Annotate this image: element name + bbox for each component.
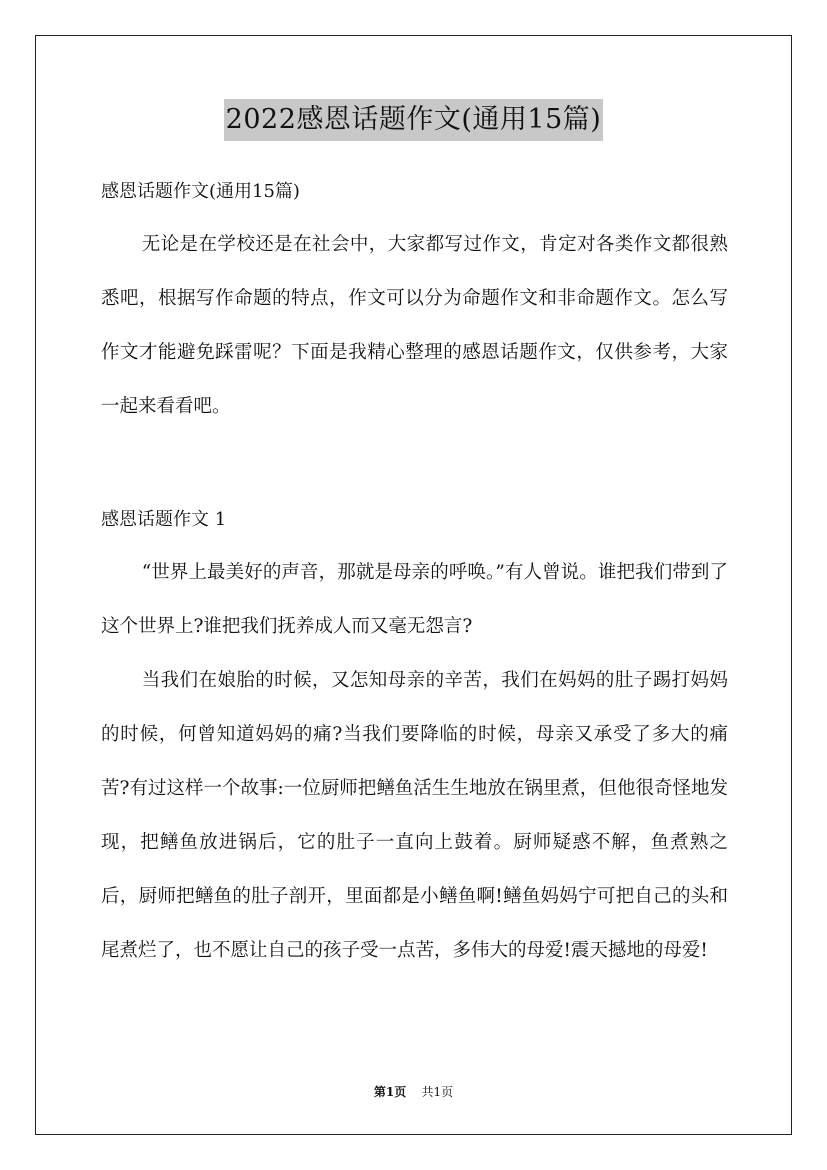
section-heading: 感恩话题作文 1 (101, 509, 227, 530)
title-container (0, 99, 827, 141)
body-paragraph: 当我们在娘胎的时候，又怎知母亲的辛苦，我们在妈妈的肚子踢打妈妈的时候，何曾知道妈妈的痛?当我们要降临的时候，母亲又承受了多大的痛苦?有过这样一个故事:一位厨师把鳝鱼活生生地放在锅里煮，但他很奇怪地发现，把鳝鱼放进锅后，它的肚子一直向上鼓着。厨师疑惑不解，鱼煮熟之后，厨师把鳝鱼的肚子剖开，里面都是小鳝鱼啊!鳝鱼妈妈宁可把自己的头和尾煮烂了，也不愿让自己的孩子受一点苦，多伟大的母爱!震天撼地的母爱! (101, 670, 728, 961)
page-number: 第1页 (373, 1085, 407, 1099)
body-paragraph: “世界上最美好的声音，那就是母亲的呼唤。”有人曾说。谁把我们带到了这个世界上?谁把我们抚养成人而又毫无怨言? (101, 562, 728, 637)
page-footer (0, 1083, 827, 1101)
document-subtitle: 感恩话题作文(通用15篇) (101, 181, 300, 202)
intro-paragraph: 无论是在学校还是在社会中，大家都写过作文，肯定对各类作文都很熟悉吧，根据写作命题的特点，作文可以分为命题作文和非命题作文。怎么写作文才能避免踩雷呢？下面是我精心整理的感恩话题作文，仅供参考，大家一起来看看吧。 (101, 234, 728, 417)
page-total: 共1页 (421, 1085, 454, 1099)
document-title: 2022感恩话题作文(通用15篇) (224, 99, 604, 141)
